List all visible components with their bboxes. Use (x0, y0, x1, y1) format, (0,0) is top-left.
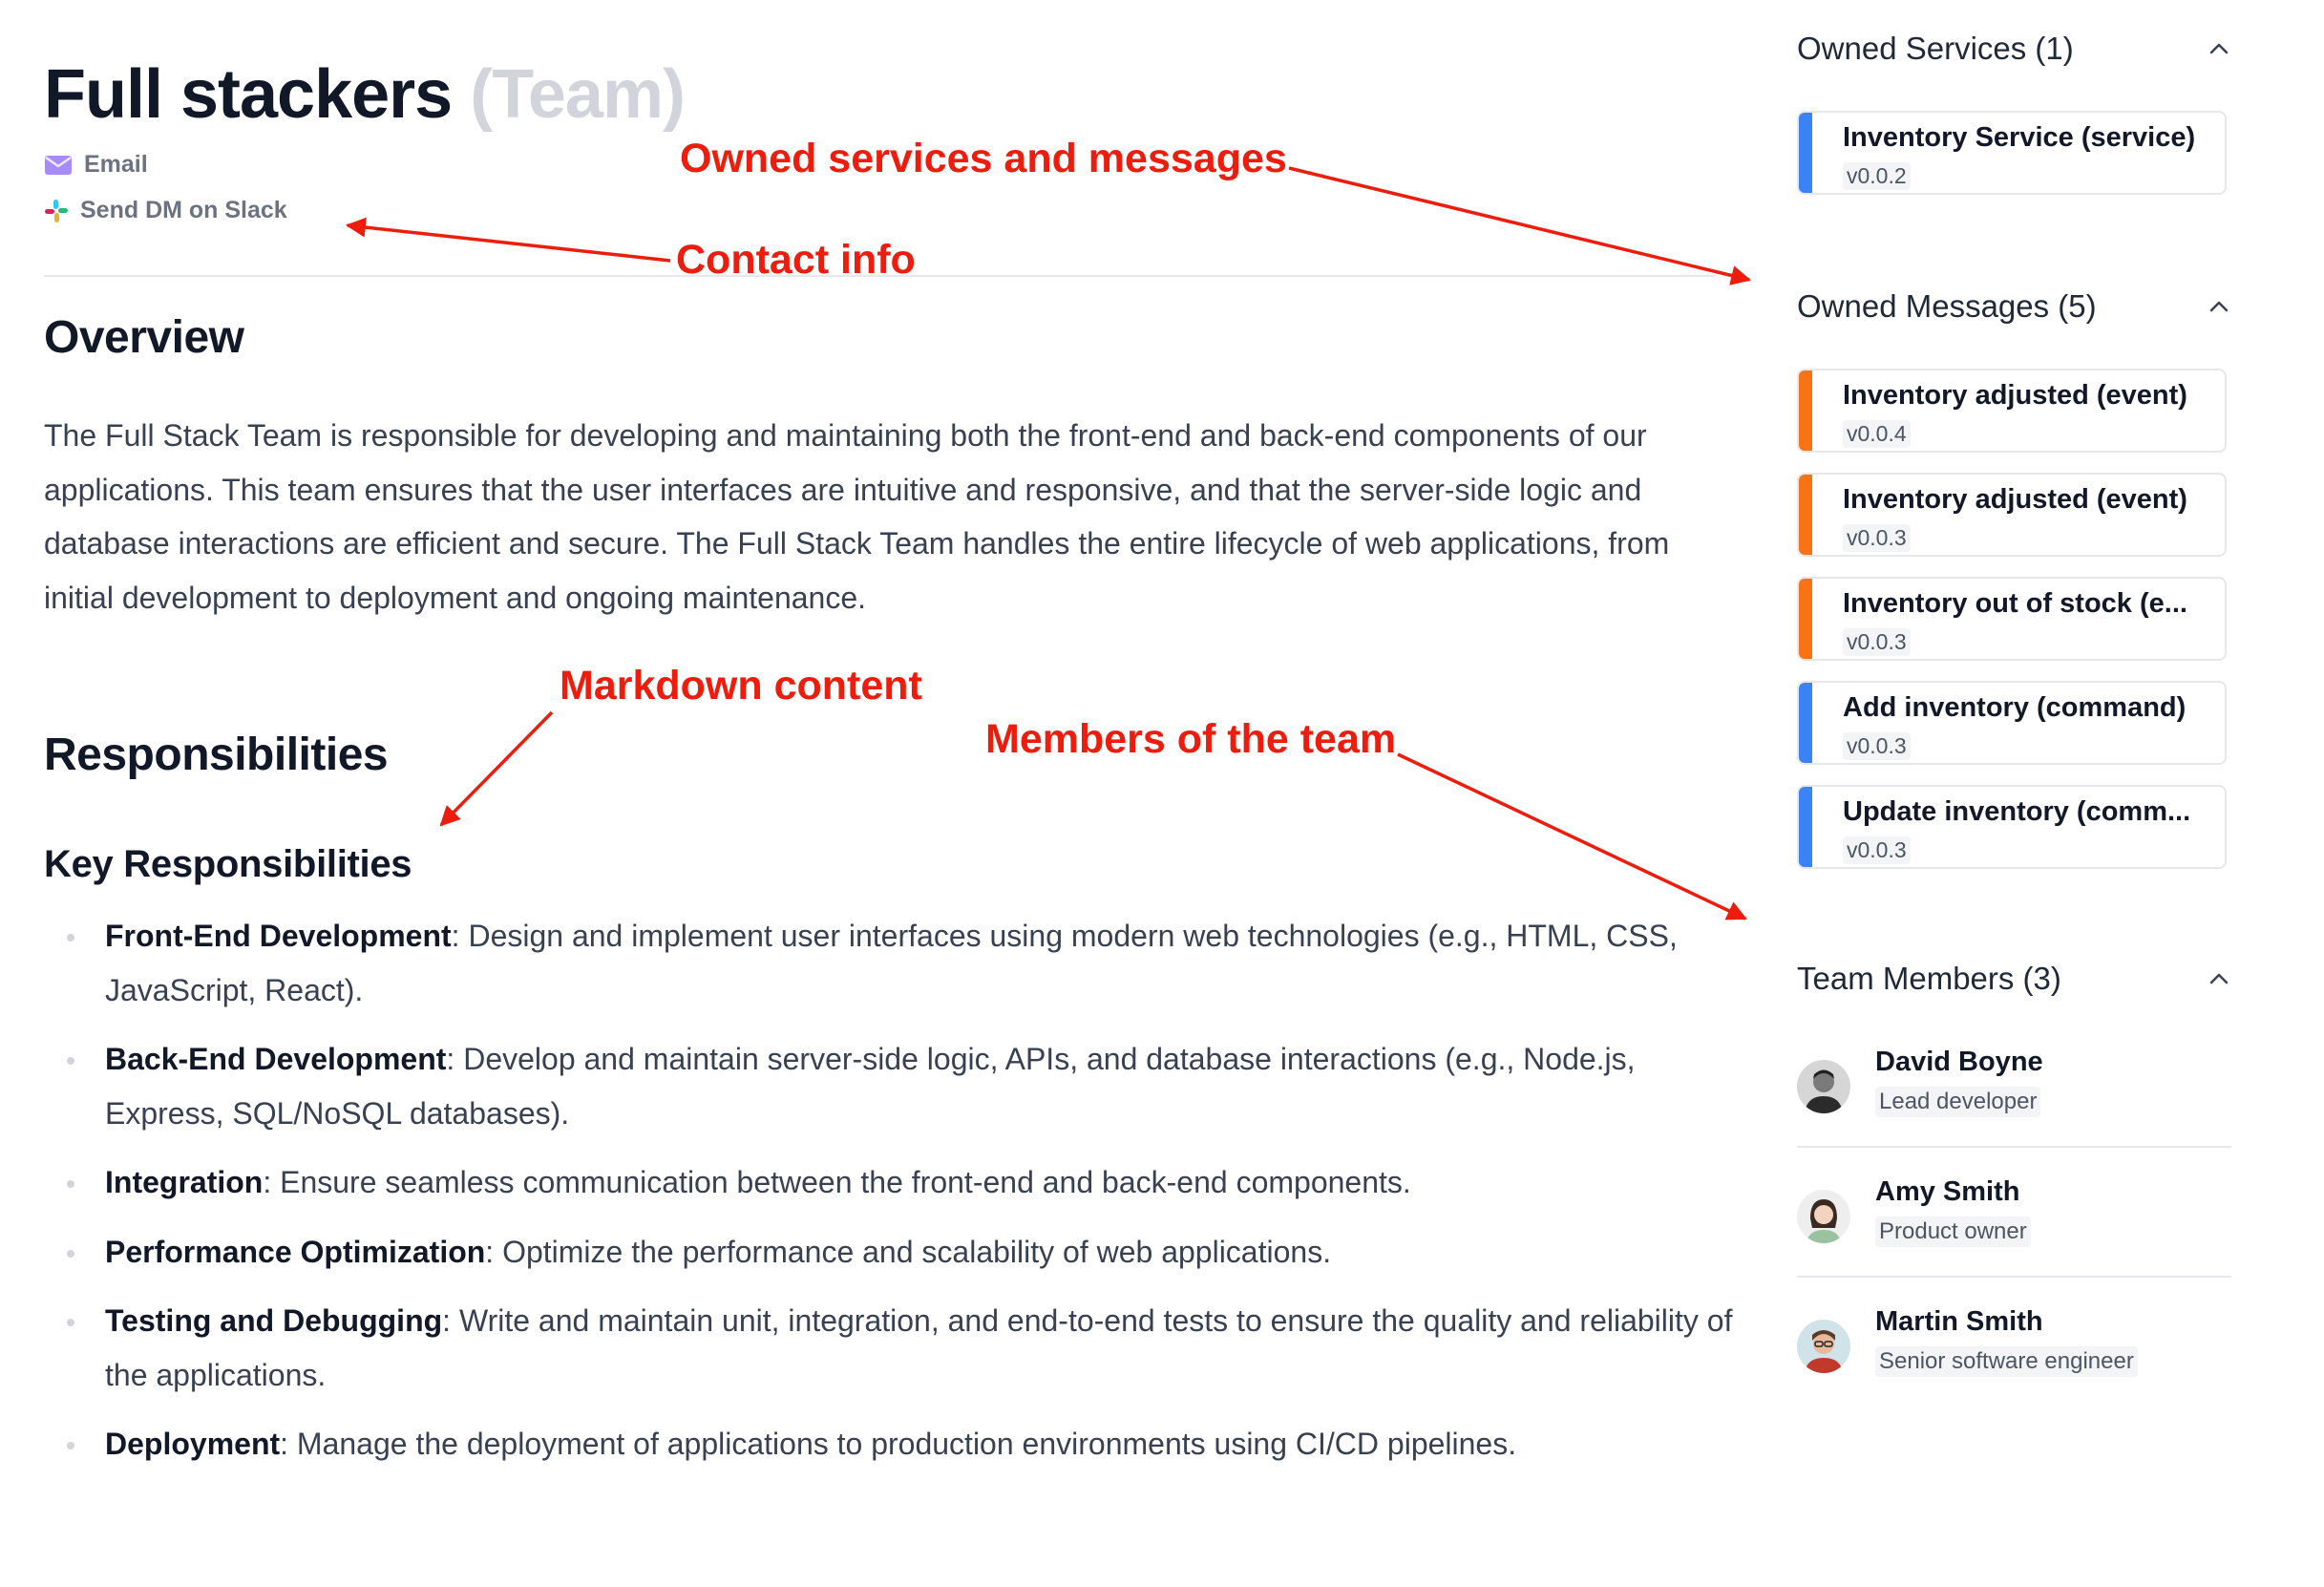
card-version: v0.0.3 (1843, 524, 1911, 552)
item-desc: : Ensure seamless communication between the front-end and back-end components. (263, 1165, 1411, 1199)
arrow-contact (348, 225, 670, 261)
card-name: Add inventory (command) (1843, 692, 2187, 723)
member-role: Senior software engineer (1875, 1346, 2138, 1377)
item-desc: : Write and maintain unit, integration, and end-to-end tests to ensure the quality and reliability of the applications. (105, 1303, 1733, 1392)
arrow-members (1398, 754, 1745, 919)
slack-label: Send DM on Slack (80, 197, 287, 223)
member-name: Martin Smith (1875, 1306, 2043, 1337)
key-responsibilities-heading: Key Responsibilities (44, 843, 412, 885)
item-title: Testing and Debugging (105, 1303, 443, 1338)
arrow-owned (1289, 168, 1749, 280)
owned-messages-heading: Owned Messages (5) (1797, 288, 2097, 324)
item-title: Integration (105, 1165, 264, 1199)
responsibilities-heading: Responsibilities (44, 730, 389, 780)
owned-services-heading: Owned Services (1) (1797, 31, 2074, 66)
overview-text: The Full Stack Team is responsible for developing and maintaining both the front-end and back-end components of our applications. This team ensures that the user interfaces are intuitive and responsive, and that the server-side logic and database interactions are efficient and secure. The Full Stack Team handles the entire lifecycle of web applications, from initial development to deployment and ongoing maintenance. (44, 418, 1670, 615)
card-version: v0.0.3 (1843, 836, 1911, 864)
annotation-markdown-content: Markdown content (560, 663, 922, 709)
team-name: Full stackers (44, 56, 453, 133)
card-version: v0.0.2 (1843, 162, 1911, 190)
card-name: Inventory Service (service) (1843, 122, 2196, 153)
card-name: Update inventory (comm... (1843, 796, 2191, 827)
email-label: Email (84, 151, 148, 178)
annotation-contact-info: Contact info (676, 237, 916, 283)
member-name: Amy Smith (1875, 1176, 2020, 1207)
team-members-heading: Team Members (3) (1797, 961, 2061, 996)
member-role: Product owner (1875, 1217, 2031, 1247)
member-name: David Boyne (1875, 1047, 2043, 1077)
item-title: Deployment (105, 1427, 281, 1461)
item-title: Front-End Development (105, 919, 452, 953)
overview-heading: Overview (44, 312, 244, 363)
item-desc: : Design and implement user interfaces using modern web technologies (e.g., HTML, CSS, JavaScript, React). (105, 919, 1678, 1007)
card-version: v0.0.3 (1843, 732, 1911, 760)
item-desc: : Optimize the performance and scalability of web applications. (485, 1234, 1332, 1269)
arrow-markdown (441, 712, 552, 825)
card-name: Inventory adjusted (event) (1843, 380, 2187, 411)
item-title: Back-End Development (105, 1042, 447, 1076)
card-version: v0.0.4 (1843, 420, 1911, 448)
annotation-team-members: Members of the team (985, 716, 1397, 762)
item-desc: : Develop and maintain server-side logic, APIs, and database interactions (e.g., Node.js, Express, SQL/NoSQL databases). (105, 1042, 1636, 1131)
annotation-owned-services: Owned services and messages (680, 136, 1287, 181)
item-desc: : Manage the deployment of applications to production environments using CI/CD pipelines. (280, 1427, 1517, 1461)
member-role: Lead developer (1875, 1087, 2040, 1117)
item-title: Performance Optimization (105, 1234, 486, 1269)
card-name: Inventory adjusted (event) (1843, 484, 2187, 515)
team-type-label: (Team) (470, 56, 685, 133)
card-name: Inventory out of stock (e... (1843, 588, 2187, 619)
card-version: v0.0.3 (1843, 628, 1911, 656)
